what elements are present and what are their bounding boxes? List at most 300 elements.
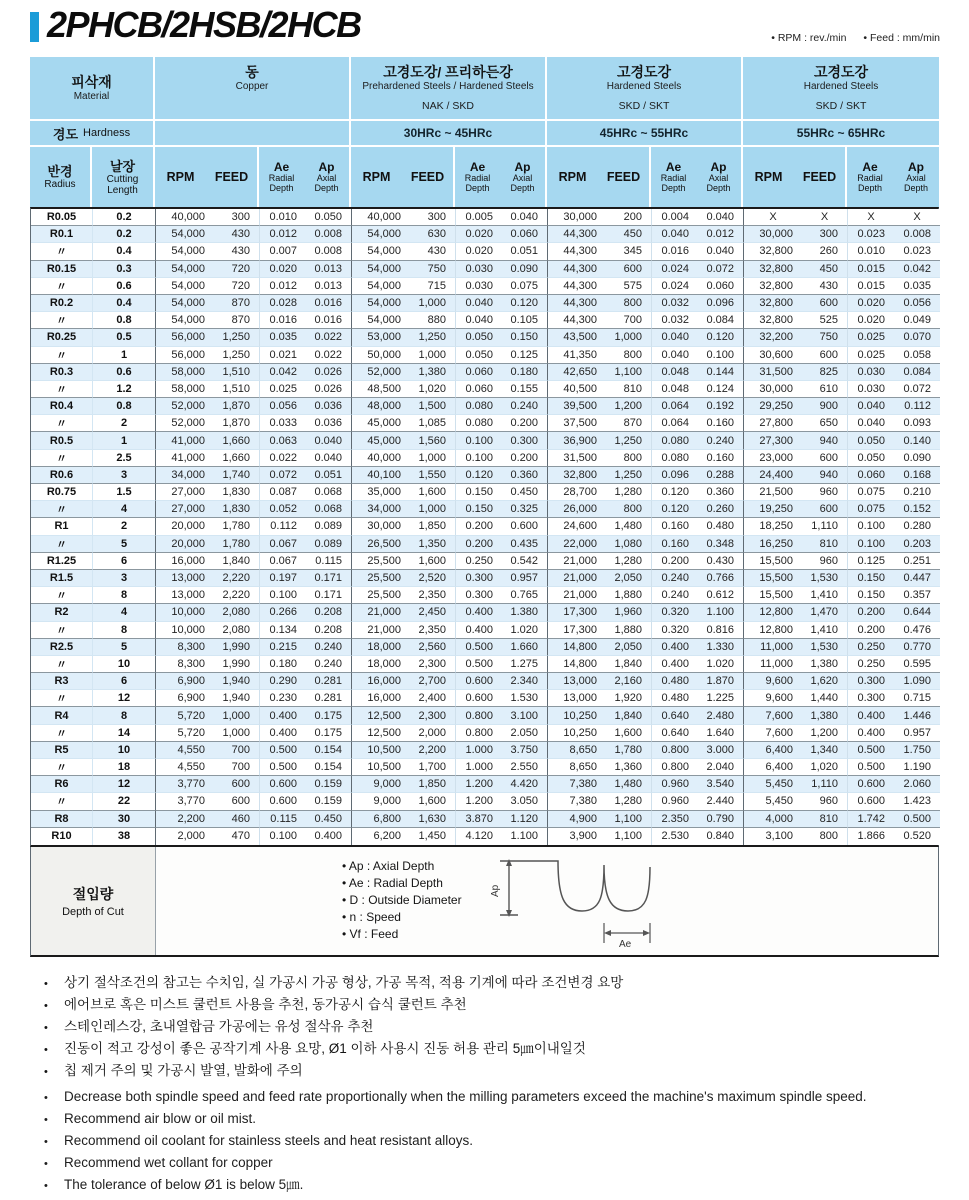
data-cell: 54,000 [156, 312, 214, 329]
hardness-value-cell: 55HRc ~ 65HRc [743, 121, 939, 145]
data-cell: 12,800 [744, 604, 802, 621]
data-cell: 300 [802, 226, 848, 243]
material-grade: SKD / SKT [618, 100, 670, 112]
data-cell: 5,720 [156, 725, 214, 742]
data-cell: 58,000 [156, 381, 214, 398]
data-cell: 0.020 [456, 226, 502, 243]
data-cell: 0.400 [456, 622, 502, 639]
data-cell: 870 [606, 415, 652, 432]
data-cell: 0.012 [260, 226, 306, 243]
data-cell: 0.060 [502, 226, 548, 243]
data-cell: 52,000 [156, 415, 214, 432]
data-cell: 870 [214, 295, 260, 312]
data-cell: 0.480 [652, 690, 698, 707]
data-cell: 29,250 [744, 398, 802, 415]
data-cell: 31,500 [548, 450, 606, 467]
data-cell: 0.090 [894, 450, 940, 467]
data-cell: 41,000 [156, 432, 214, 449]
data-cell: 0.300 [848, 690, 894, 707]
data-cell: 1,250 [410, 329, 456, 346]
data-cell: 0.022 [260, 450, 306, 467]
data-cell: 32,800 [744, 243, 802, 260]
data-cell: 0.042 [894, 261, 940, 278]
data-cell: 4,900 [548, 811, 606, 828]
length-cell: 0.4 [93, 295, 156, 312]
data-cell: 0.032 [652, 312, 698, 329]
data-cell: 1,480 [606, 776, 652, 793]
length-cell: 0.5 [93, 329, 156, 346]
data-cell: 0.240 [652, 570, 698, 587]
length-cell: 10 [93, 656, 156, 673]
data-cell: 1.190 [894, 759, 940, 776]
data-cell: 0.288 [698, 467, 744, 484]
data-cell: 30,000 [548, 209, 606, 226]
length-cell: 0.8 [93, 398, 156, 415]
data-cell: 2.050 [502, 725, 548, 742]
data-cell: 54,000 [352, 243, 410, 260]
data-cell: 0.171 [306, 570, 352, 587]
data-cell: 2,520 [410, 570, 456, 587]
data-cell: 3.000 [698, 742, 744, 759]
radius-cell: R0.05 [31, 209, 93, 226]
data-cell: 2,400 [410, 690, 456, 707]
data-cell: 0.140 [894, 432, 940, 449]
data-cell: 0.040 [698, 209, 744, 226]
data-cell: 0.013 [306, 261, 352, 278]
data-cell: 10,250 [548, 725, 606, 742]
data-cell: 20,000 [156, 536, 214, 553]
radius-cell: R2.5 [31, 639, 93, 656]
data-cell: 6,400 [744, 759, 802, 776]
ae-ap-header [455, 147, 547, 207]
data-cell: 2,560 [410, 639, 456, 656]
data-cell: 800 [606, 450, 652, 467]
data-cell: 0.150 [848, 587, 894, 604]
data-cell: 2.550 [502, 759, 548, 776]
data-cell: 10,500 [352, 742, 410, 759]
data-cell: 0.600 [260, 776, 306, 793]
data-cell: 0.957 [502, 570, 548, 587]
data-cell: 25,500 [352, 553, 410, 570]
data-grid [30, 207, 939, 847]
data-cell: 870 [214, 312, 260, 329]
data-cell: 0.480 [652, 673, 698, 690]
data-cell: 50,000 [352, 347, 410, 364]
rpm-feed-header [547, 147, 651, 207]
data-cell: 35,000 [352, 484, 410, 501]
data-cell: 0.150 [848, 570, 894, 587]
data-cell: 21,500 [744, 484, 802, 501]
data-cell: 0.612 [698, 587, 744, 604]
data-cell: 0.013 [306, 278, 352, 295]
data-cell: 430 [214, 226, 260, 243]
data-cell: 0.050 [848, 450, 894, 467]
ap-subtitle: Axial Depth [706, 173, 731, 193]
data-cell: 0.450 [306, 811, 352, 828]
data-cell: 1,920 [606, 690, 652, 707]
data-cell: 0.168 [894, 467, 940, 484]
feed-header: FEED [802, 170, 837, 184]
data-cell: 960 [802, 553, 848, 570]
data-cell: 0.030 [848, 381, 894, 398]
data-cell: 0.100 [456, 450, 502, 467]
data-cell: 0.600 [260, 793, 306, 810]
data-cell: 1.275 [502, 656, 548, 673]
data-cell: 700 [214, 759, 260, 776]
data-cell: 1.750 [894, 742, 940, 759]
data-cell: 1,530 [802, 639, 848, 656]
data-cell: 0.644 [894, 604, 940, 621]
data-cell: 1,110 [802, 518, 848, 535]
notes-english [38, 1086, 958, 1196]
data-cell: 1,630 [410, 811, 456, 828]
legend-item: • D : Outside Diameter [342, 892, 462, 909]
data-cell: 9,000 [352, 776, 410, 793]
data-cell: 16,000 [352, 690, 410, 707]
data-cell: 610 [802, 381, 848, 398]
radius-cell: R6 [31, 776, 93, 793]
page-title: 2PHCB/2HSB/2HCB [47, 4, 361, 45]
data-cell: 41,350 [548, 347, 606, 364]
legend-item: • Ap : Axial Depth [342, 858, 462, 875]
data-cell: 1,000 [410, 295, 456, 312]
data-cell: 0.154 [306, 742, 352, 759]
data-cell: 14,800 [548, 656, 606, 673]
length-cell: 8 [93, 622, 156, 639]
ae-ap-header [259, 147, 351, 207]
data-cell: 0.957 [894, 725, 940, 742]
data-cell: 52,000 [156, 398, 214, 415]
note-item: • Recommend oil coolant for stainless steels and heat resistant alloys. [38, 1130, 958, 1152]
data-cell: 3,100 [744, 828, 802, 845]
data-cell: 0.087 [260, 484, 306, 501]
data-cell: X [744, 209, 802, 226]
length-cell: 18 [93, 759, 156, 776]
data-cell: 810 [802, 536, 848, 553]
data-cell: 1,660 [214, 450, 260, 467]
parameter-table [30, 57, 939, 957]
data-cell: 1,700 [410, 759, 456, 776]
length-cell: 1 [93, 432, 156, 449]
data-cell: 0.300 [848, 673, 894, 690]
data-cell: 0.016 [306, 295, 352, 312]
data-cell: 1,840 [606, 707, 652, 724]
length-cell: 0.6 [93, 278, 156, 295]
data-cell: 0.155 [502, 381, 548, 398]
data-cell: 715 [410, 278, 456, 295]
data-cell: 1,740 [214, 467, 260, 484]
data-cell: 0.230 [260, 690, 306, 707]
data-cell: 1,780 [214, 518, 260, 535]
data-cell: 13,000 [548, 690, 606, 707]
length-cell: 5 [93, 639, 156, 656]
data-cell: 0.520 [894, 828, 940, 845]
data-cell: 0.175 [306, 707, 352, 724]
note-item: • Decrease both spindle speed and feed rate proportionally when the milling parameters exceed the machine's maximum spindle speed. [38, 1086, 958, 1108]
data-cell: 0.160 [652, 518, 698, 535]
data-cell: 0.430 [698, 553, 744, 570]
material-group-ko: 동 [245, 64, 259, 80]
radius-cell: 〃 [31, 347, 93, 364]
data-cell: 1,660 [214, 432, 260, 449]
data-cell: 0.100 [456, 432, 502, 449]
data-cell: 42,650 [548, 364, 606, 381]
data-cell: 40,000 [156, 209, 214, 226]
radius-cell: R3 [31, 673, 93, 690]
data-cell: 0.400 [652, 656, 698, 673]
data-cell: 30,000 [744, 226, 802, 243]
data-cell: 1,850 [410, 776, 456, 793]
data-cell: 0.100 [848, 536, 894, 553]
length-cell: 0.8 [93, 312, 156, 329]
data-cell: 0.400 [260, 707, 306, 724]
data-cell: 1.330 [698, 639, 744, 656]
data-cell: 0.080 [652, 450, 698, 467]
length-cell: 8 [93, 587, 156, 604]
data-cell: 3.100 [502, 707, 548, 724]
data-cell: 810 [802, 811, 848, 828]
data-cell: 2.480 [698, 707, 744, 724]
data-cell: 1,830 [214, 484, 260, 501]
ae-subtitle: Radial Depth [857, 173, 883, 193]
radius-cell: R0.25 [31, 329, 93, 346]
data-cell: 0.400 [260, 725, 306, 742]
data-cell: 0.600 [456, 673, 502, 690]
depth-right-area [156, 847, 938, 955]
data-cell: 5,450 [744, 776, 802, 793]
data-cell: 0.290 [260, 673, 306, 690]
data-cell: 0.447 [894, 570, 940, 587]
data-cell: 5,720 [156, 707, 214, 724]
data-cell: 17,300 [548, 622, 606, 639]
data-cell: 825 [802, 364, 848, 381]
radius-cell: R0.4 [31, 398, 93, 415]
data-cell: 3.050 [502, 793, 548, 810]
data-cell: 8,300 [156, 639, 214, 656]
data-cell: 8,650 [548, 742, 606, 759]
data-cell: 0.500 [456, 656, 502, 673]
data-cell: 0.800 [652, 742, 698, 759]
length-header-cell [92, 147, 155, 207]
data-cell: 5,450 [744, 793, 802, 810]
radius-cell: 〃 [31, 536, 93, 553]
data-cell: 0.595 [894, 656, 940, 673]
data-cell: 1,000 [410, 501, 456, 518]
data-cell: 15,500 [744, 587, 802, 604]
radius-cell: 〃 [31, 759, 93, 776]
data-cell: 6,400 [744, 742, 802, 759]
data-cell: 260 [802, 243, 848, 260]
data-cell: 0.800 [456, 725, 502, 742]
data-cell: 0.105 [502, 312, 548, 329]
data-cell: 0.281 [306, 690, 352, 707]
data-cell: 28,700 [548, 484, 606, 501]
data-cell: 0.100 [260, 828, 306, 845]
data-cell: 0.050 [456, 329, 502, 346]
hardness-value-cell: 30HRc ~ 45HRc [351, 121, 547, 145]
data-cell: 0.072 [698, 261, 744, 278]
material-group-en: Hardened Steels [803, 81, 879, 92]
data-cell: 43,500 [548, 329, 606, 346]
data-cell: 0.160 [652, 536, 698, 553]
data-cell: 0.050 [306, 209, 352, 226]
data-cell: 34,000 [352, 501, 410, 518]
data-cell: 44,300 [548, 226, 606, 243]
data-cell: 0.040 [652, 226, 698, 243]
data-cell: 0.026 [306, 364, 352, 381]
data-cell: 0.051 [306, 467, 352, 484]
data-cell: 27,800 [744, 415, 802, 432]
data-cell: 960 [802, 484, 848, 501]
data-cell: 16,000 [352, 673, 410, 690]
data-cell: 10,000 [156, 604, 214, 621]
data-cell: 7,600 [744, 725, 802, 742]
note-item: • 스테인레스강, 초내열합금 가공에는 유성 절삭유 추천 [38, 1016, 938, 1038]
data-cell: 54,000 [156, 243, 214, 260]
data-cell: 750 [802, 329, 848, 346]
data-cell: 1.120 [502, 811, 548, 828]
rpm-header: RPM [166, 170, 195, 184]
data-cell: 300 [214, 209, 260, 226]
hardness-label-cell [30, 121, 155, 145]
data-cell: 30,000 [744, 381, 802, 398]
rpm-header: RPM [754, 170, 783, 184]
note-item: • Recommend air blow or oil mist. [38, 1108, 958, 1130]
material-grade: SKD / SKT [815, 100, 867, 112]
data-cell: 0.260 [698, 501, 744, 518]
data-cell: 0.067 [260, 553, 306, 570]
length-cell: 22 [93, 793, 156, 810]
data-cell: 11,000 [744, 656, 802, 673]
data-cell: 1.090 [894, 673, 940, 690]
data-cell: 0.250 [848, 639, 894, 656]
data-cell: 0.240 [652, 587, 698, 604]
data-cell: 0.240 [306, 656, 352, 673]
data-cell: 800 [802, 828, 848, 845]
data-cell: 0.400 [848, 725, 894, 742]
data-cell: 0.063 [260, 432, 306, 449]
rpm-feed-header [743, 147, 847, 207]
data-cell: 1,870 [214, 398, 260, 415]
data-cell: 0.200 [502, 450, 548, 467]
data-cell: 54,000 [352, 261, 410, 278]
material-grade: NAK / SKD [422, 100, 474, 112]
ae-header [847, 161, 893, 193]
data-cell: 0.197 [260, 570, 306, 587]
data-cell: 0.360 [698, 484, 744, 501]
material-group-en: Copper [235, 81, 269, 92]
data-cell: 0.203 [894, 536, 940, 553]
data-cell: 44,300 [548, 243, 606, 260]
length-cell: 12 [93, 690, 156, 707]
data-cell: 21,000 [548, 553, 606, 570]
data-cell: 40,000 [352, 450, 410, 467]
data-cell: 36,900 [548, 432, 606, 449]
data-cell: 25,500 [352, 570, 410, 587]
length-cell: 2 [93, 415, 156, 432]
data-cell: 3.540 [698, 776, 744, 793]
data-cell: 0.024 [652, 261, 698, 278]
rpm-feed-header [155, 147, 259, 207]
data-cell: 30,600 [744, 347, 802, 364]
ae-ap-header [651, 147, 743, 207]
data-cell: 11,000 [744, 639, 802, 656]
data-cell: 0.052 [260, 501, 306, 518]
rpm-header: RPM [558, 170, 587, 184]
data-cell: 0.100 [698, 347, 744, 364]
data-cell: 0.040 [456, 295, 502, 312]
data-cell: 18,000 [352, 656, 410, 673]
data-cell: 4.420 [502, 776, 548, 793]
data-cell: 1,085 [410, 415, 456, 432]
data-cell: 2.340 [502, 673, 548, 690]
data-cell: 0.125 [848, 553, 894, 570]
data-cell: 0.152 [894, 501, 940, 518]
data-cell: 720 [214, 261, 260, 278]
data-cell: 22,000 [548, 536, 606, 553]
data-cell: 34,000 [156, 467, 214, 484]
ae-subtitle: Radial Depth [464, 173, 491, 193]
data-cell: 2,050 [606, 639, 652, 656]
ap-header [696, 161, 741, 193]
data-cell: 54,000 [156, 278, 214, 295]
data-cell: 0.500 [848, 759, 894, 776]
data-cell: 0.048 [652, 364, 698, 381]
material-group-en: Prehardened Steels / Hardened Steels [362, 81, 534, 92]
data-cell: 1,350 [410, 536, 456, 553]
radius-cell: 〃 [31, 690, 93, 707]
data-cell: 1.530 [502, 690, 548, 707]
legend-item: • n : Speed [342, 909, 462, 926]
data-cell: 1,360 [606, 759, 652, 776]
data-cell: 0.280 [894, 518, 940, 535]
data-cell: 1,000 [606, 329, 652, 346]
data-cell: 17,300 [548, 604, 606, 621]
depth-label-ko: 절입량 [72, 885, 114, 902]
data-cell: 2,160 [606, 673, 652, 690]
data-cell: 0.500 [848, 742, 894, 759]
data-cell: 1.866 [848, 828, 894, 845]
materials-row [30, 57, 939, 119]
ap-symbol: Ap [710, 160, 727, 174]
data-cell: 0.765 [502, 587, 548, 604]
data-cell: 0.790 [698, 811, 744, 828]
material-label-cell [30, 57, 155, 119]
data-cell: 0.008 [894, 226, 940, 243]
data-cell: 1.000 [456, 742, 502, 759]
data-cell: 13,000 [156, 570, 214, 587]
data-cell: 0.400 [456, 604, 502, 621]
data-cell: 0.075 [502, 278, 548, 295]
data-cell: 940 [802, 467, 848, 484]
data-cell: 0.251 [894, 553, 940, 570]
length-cell: 10 [93, 742, 156, 759]
data-cell: 1,940 [214, 673, 260, 690]
data-cell: 32,800 [744, 278, 802, 295]
radius-cell: R1.5 [31, 570, 93, 587]
data-cell: 940 [802, 432, 848, 449]
data-cell: 0.120 [456, 467, 502, 484]
data-cell: 600 [802, 347, 848, 364]
data-cell: 48,000 [352, 398, 410, 415]
data-cell: 0.016 [260, 312, 306, 329]
feed-header: FEED [410, 170, 445, 184]
data-cell: 0.060 [456, 364, 502, 381]
data-cell: 0.400 [652, 639, 698, 656]
data-cell: 200 [606, 209, 652, 226]
data-cell: 1,600 [410, 793, 456, 810]
data-cell: 27,000 [156, 501, 214, 518]
